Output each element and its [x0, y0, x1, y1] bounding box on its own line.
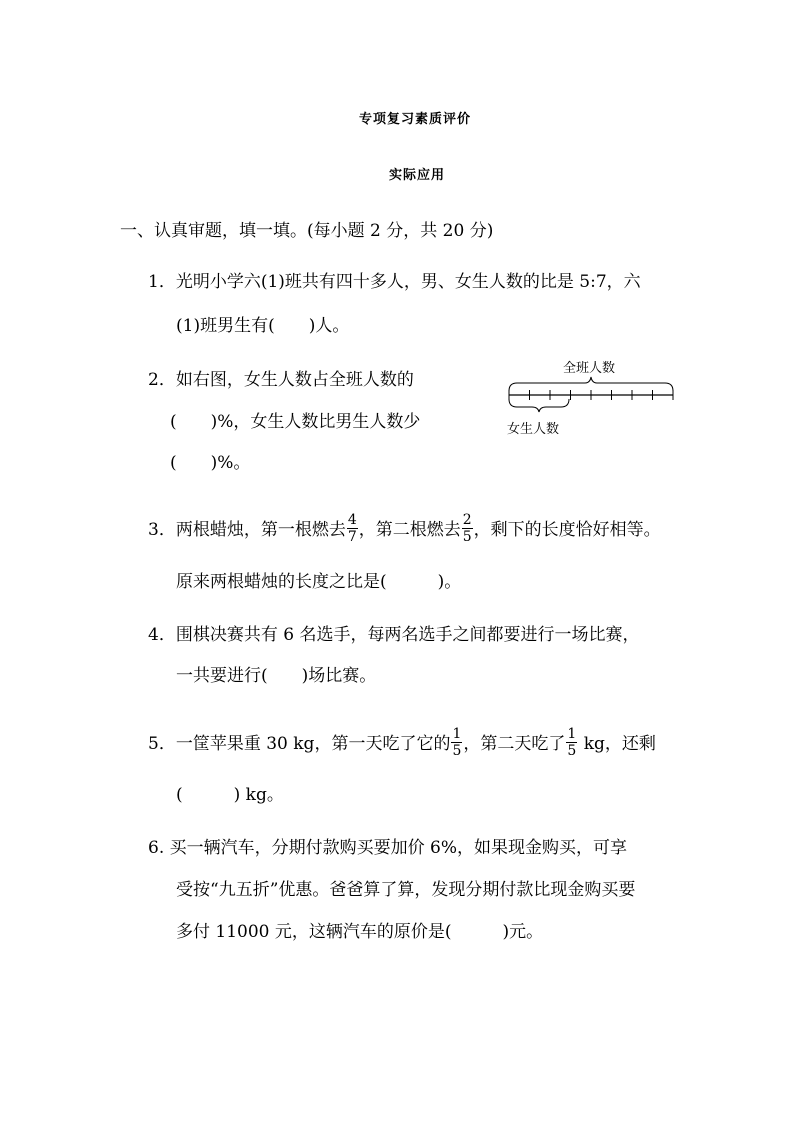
q1-line1: 1．光明小学六(1)班共有四十多人，男、女生人数的比是 5:7，六 [148, 272, 641, 292]
q5-frac2-numerator: 1 [567, 726, 577, 742]
q2-line3: ( )%。 [170, 453, 251, 473]
top-brace [509, 377, 673, 391]
diagram-top-label: 全班人数 [563, 361, 616, 376]
q5-line2: ( ) kg。 [176, 785, 284, 805]
q3-frac1-denominator: 7 [347, 529, 357, 545]
q1-line2: (1)班男生有( )人。 [176, 316, 350, 336]
page-title: 专项复习素质评价 [358, 112, 471, 127]
q3-text-b: ，第二根燃去 [358, 520, 461, 540]
page-subtitle: 实际应用 [388, 168, 445, 183]
q3-fraction-1 [347, 512, 358, 545]
q3-line2: 原来两根蜡烛的长度之比是( )。 [176, 572, 462, 592]
q6-line3: 多付 11000 元，这辆汽车的原价是( )元。 [176, 922, 544, 942]
q5-text-a: 5．一筐苹果重 30 kg，第一天吃了它的 [148, 734, 451, 754]
q5-frac2-denominator: 5 [567, 743, 577, 759]
q3-text-a: 3．两根蜡烛，第一根燃去 [148, 520, 346, 540]
q5-fraction-2 [566, 726, 577, 759]
q3-frac1-numerator: 4 [347, 512, 357, 528]
q4-line2: 一共要进行( )场比赛。 [176, 666, 377, 686]
q3-fraction-2 [462, 512, 473, 545]
q3-frac2-denominator: 5 [462, 529, 472, 545]
q6-line1: 6. 买一辆汽车，分期付款购买要加价 6%，如果现金购买，可享 [148, 838, 627, 858]
q5-text-b: ，第二天吃了 [463, 734, 566, 754]
bottom-brace [509, 399, 569, 412]
q2-line1: 2．如右图，女生人数占全班人数的 [148, 370, 414, 390]
segment-diagram [505, 355, 680, 445]
q5-fraction-1 [451, 726, 462, 759]
q3-line1 [148, 514, 661, 547]
q5-frac1-numerator: 1 [452, 726, 462, 742]
q5-frac1-denominator: 5 [452, 743, 462, 759]
q6-line2: 受按“九五折”优惠。爸爸算了算，发现分期付款比现金购买要 [176, 880, 636, 900]
section-heading: 一、认真审题，填一填。(每小题 2 分，共 20 分) [120, 221, 494, 241]
q4-line1: 4．围棋决赛共有 6 名选手，每两名选手之间都要进行一场比赛， [148, 625, 640, 645]
q5-line1 [148, 728, 656, 761]
class-diagram [505, 355, 680, 445]
diagram-bottom-label: 女生人数 [507, 422, 560, 437]
q3-frac2-numerator: 2 [462, 512, 472, 528]
q3-text-c: ，剩下的长度恰好相等。 [473, 520, 661, 540]
q2-line2: ( )%，女生人数比男生人数少 [170, 412, 421, 432]
q5-text-c: kg，还剩 [578, 734, 656, 754]
